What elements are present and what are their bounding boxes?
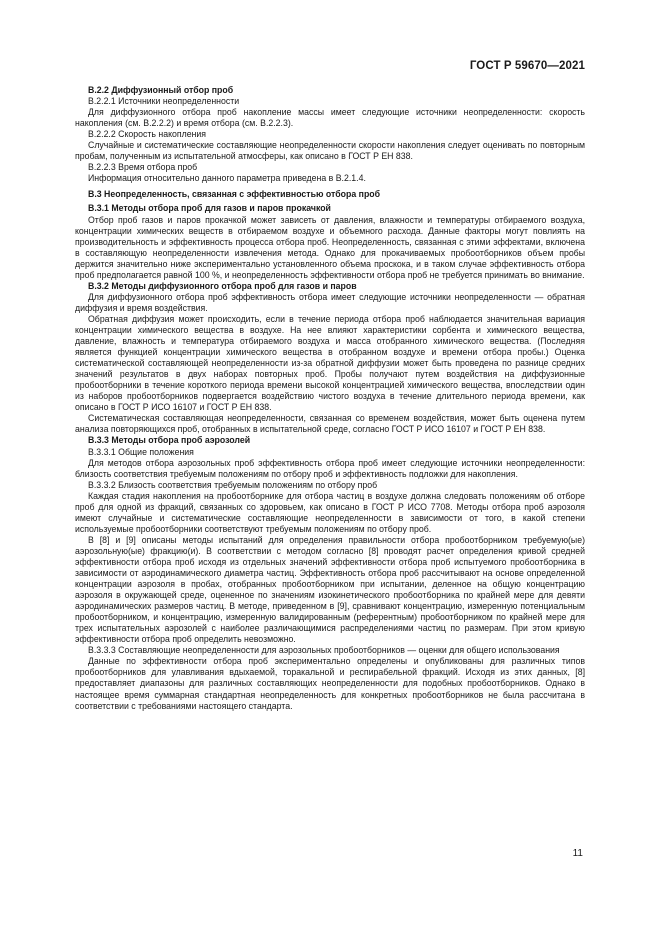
- paragraph: Систематическая составляющая неопределенности, связанная со временем воздействия, может быть оценена путем анализа повторяющихся проб, отобранных в испытательной среде, согласно ГОСТ Р ИСО 16107 и ГОСТ Р ЕН 838.: [75, 413, 585, 435]
- section-heading: В.3.1 Методы отбора проб для газов и паров прокачкой: [88, 203, 331, 214]
- subsection-heading: В.2.2.1 Источники неопределенности: [88, 96, 240, 107]
- section-heading: В.3.2 Методы диффузионного отбора проб для газов и паров: [88, 280, 357, 291]
- paragraph: В [8] и [9] описаны методы испытаний для определения правильности отбора пробоотборником требуемую(ые) аэрозольную(ые) фракцию(и). В соответствии с методом согласно [8] проводят расчет определения кривой средней эффективности отбора проб исходя из отдельных значений эффективности отбора проб испытуемого пробоотборника в зависимости от аэродинамического диаметра частиц. Эффективность отбора проб рассчитывают на основе определенной концентрации аэрозоля в пробах, отобранных пробоотборником при испытании, деленное на общую концентрацию аэрозоля в окружающей среде, оцененное по значениям изокинетического пробоотборника по крайней мере для девяти аэродинамических размеров частиц. В методе, приведенном в [9], сравнивают концентрацию, измеренную потенциальным пробоотборником, и концентрацию, измеренную валидированным (референтным) пробоотборником по крайней мере для трех испытательных аэрозолей с наиболее различающимися распределениями частиц по размерам. При этом кривую эффективности отбора проб определить невозможно.: [75, 534, 585, 645]
- paragraph: Отбор проб газов и паров прокачкой может зависеть от давления, влажности и температуры отбираемого воздуха, концентрации химических веществ в отбираемом воздухе и объемного расхода. Данные факторы могут повлиять на производительность и эффективность процесса отбора проб. Неопределенность, связанная с этими эффектами, включена в составляющую неопределенности извлечения метода. Однако для прокачиваемых пробоотборников объем пробы держится значительно ниже экспериментально установленного объема проскока, и в таком случае эффективность отбора проб предполагается равной 100 %, и неопределенность эффективности отбора проб не требуется принимать во внимание.: [75, 214, 585, 280]
- section-heading: В.2.2 Диффузионный отбор проб: [88, 85, 234, 95]
- document-number: ГОСТ Р 59670—2021: [469, 60, 585, 72]
- document-body: [75, 85, 585, 712]
- paragraph: Информация относительно данного параметра приведена в В.2.1.4.: [88, 173, 366, 184]
- paragraph: Случайные и систематические составляющие неопределенности скорости накопления следует оценивать по повторным пробам, полученным из испытательной атмосферы, как описано в ГОСТ Р ЕН 838.: [75, 140, 585, 162]
- subsection-heading: В.2.2.3 Время отбора проб: [88, 162, 198, 173]
- paragraph: Данные по эффективности отбора проб экспериментально определены и опубликованы для различных типов пробоотборников для улавливания вдыхаемой, торакальной и респирабельной фракций. Исходя из этих данных, [8] предоставляет диапазоны для различных составляющих неопределенности для подобных пробоотборников. Однако в настоящее время суммарная стандартная неопределенность для конкретных пробоотборников не была рассчитана в соответствии с требованиями настоящего стандарта.: [75, 656, 585, 711]
- paragraph: Для методов отбора аэрозольных проб эффективность отбора проб имеет следующие источники неопределенности: близость соответствия требуемым положениям по отбору проб и эффективность подложки для накопления.: [75, 457, 585, 479]
- subsection-heading: В.2.2.2 Скорость накопления: [88, 129, 207, 140]
- paragraph: Для диффузионного отбора проб эффективность отбора имеет следующие источники неопределенности — обратная диффузия и время воздействия.: [75, 291, 585, 313]
- subsection-heading: В.3.3.2 Близость соответствия требуемым положениям по отбору проб: [88, 479, 378, 490]
- page-number: 11: [572, 848, 583, 859]
- paragraph: Для диффузионного отбора проб накопление массы имеет следующие источники неопределенности: скорость накопления (см. В.2.2.2) и время отбора (см. В.2.2.3).: [75, 107, 585, 129]
- paragraph: Каждая стадия накопления на пробоотборнике для отбора частиц в воздухе должна следовать положениям об отборе проб для одной из фракций, связанных со здоровьем, как описано в ГОСТ Р ИСО 7708. Методы отбора проб аэрозоля имеют случайные и систематические составляющие неопределенности в зависимости от того, в какой степени используемые пробоотборники соответствуют требуемым положениям по отбору проб.: [75, 490, 585, 534]
- subsection-heading: В.3.3.3 Составляющие неопределенности для аэрозольных пробоотборников — оценки для общего использования: [88, 645, 560, 656]
- paragraph: Обратная диффузия может происходить, если в течение периода отбора проб наблюдается значительная вариация концентрации химического вещества в воздухе. На нее влияют характеристики сорбента и химического вещества, давление, влажность и температура отбираемого воздуха и масса отобранного химического вещества. (Последняя является функцией концентрации химического вещества в отобранном воздухе и времени отбора пробы.) Оценка систематической составляющей неопределенности из-за обратной диффузии может быть проведена по разнице средних значений результатов в двух наборах повторных проб. Пробы получают путем воздействия на диффузионные пробоотборники в течение короткого периода времени высокой концентрацией химического вещества, впоследствии один из наборов пробоотборников подвергается воздействию чистого воздуха в течение длительного периода времени, как описано в ГОСТ Р ИСО 16107 и ГОСТ Р ЕН 838.: [75, 313, 585, 413]
- section-heading: В.3 Неопределенность, связанная с эффективностью отбора проб: [88, 189, 381, 200]
- subsection-heading: В.3.3.1 Общие положения: [88, 446, 194, 457]
- section-heading: В.3.3 Методы отбора проб аэрозолей: [88, 435, 251, 446]
